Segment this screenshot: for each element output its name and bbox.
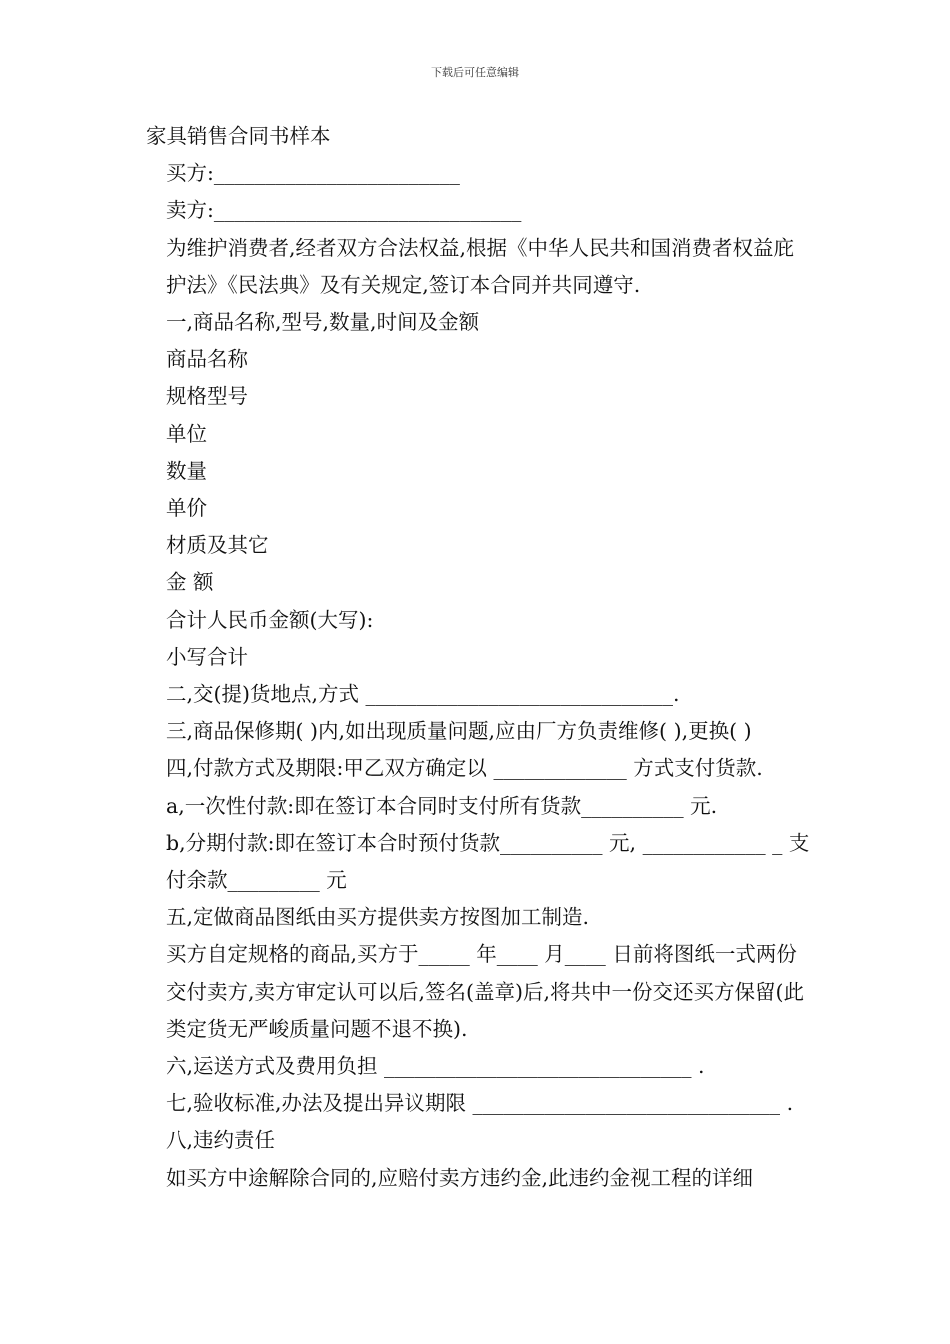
section-8-heading: 八,违约责任 — [166, 1128, 276, 1153]
document-body — [146, 118, 810, 1197]
field-unit: 单位 — [166, 421, 207, 446]
section-4-payment: 四,付款方式及期限:甲乙双方确定以 _____________ 方式支付货款. — [166, 756, 763, 781]
field-amount: 金 额 — [166, 570, 214, 595]
field-unit-price: 单价 — [166, 496, 207, 521]
preamble-paragraph: 为维护消费者,经者双方合法权益,根据《中华人民共和国消费者权益庇护法》《民法典》及有关规定,签订本合同并共同遵守. — [166, 235, 795, 297]
breach-paragraph: 如买方中途解除合同的,应赔付卖方违约金,此违约金视工程的详细 — [166, 1165, 754, 1190]
field-product-name: 商品名称 — [166, 347, 248, 372]
page-header-note: 下载后可任意编辑 — [431, 66, 519, 79]
field-model: 规格型号 — [166, 384, 248, 409]
section-2-delivery: 二,交(提)货地点,方式 ______________________________. — [166, 682, 680, 707]
document-title: 家具销售合同书样本 — [146, 124, 331, 148]
field-quantity: 数量 — [166, 458, 207, 483]
section-6-transport: 六,运送方式及费用负担 ______________________________ . — [166, 1054, 705, 1079]
drawings-paragraph: 买方自定规格的商品,买方于_____ 年____ 月____ 日前将图纸一式两份交付卖方,卖方审定认可以后,签名(盖章)后,将共中一份交还买方保留(此类定货无严峻质量问题不退不换). — [166, 942, 805, 1041]
field-total-small: 小写合计 — [166, 644, 248, 669]
section-1-heading: 一,商品名称,型号,数量,时间及金额 — [166, 310, 480, 335]
section-7-acceptance: 七,验收标准,办法及提出异议期限 ______________________________ . — [166, 1091, 794, 1116]
payment-option-b: b,分期付款:即在签订本合时预付货款__________ 元, ____________ _ 支付余款_________ 元 — [166, 830, 810, 893]
field-material: 材质及其它 — [166, 533, 269, 558]
buyer-line: 买方:________________________ — [166, 161, 460, 186]
payment-option-a: a,一次性付款:即在签订本合同时支付所有货款__________ 元. — [166, 793, 718, 818]
section-3-warranty: 三,商品保修期( )内,如出现质量问题,应由厂方负责维修( ),更换( ) — [166, 719, 752, 744]
field-total-capital: 合计人民币金额(大写): — [166, 607, 374, 632]
section-5-drawings: 五,定做商品图纸由买方提供卖方按图加工制造. — [166, 905, 590, 930]
seller-line: 卖方:______________________________ — [166, 198, 522, 223]
